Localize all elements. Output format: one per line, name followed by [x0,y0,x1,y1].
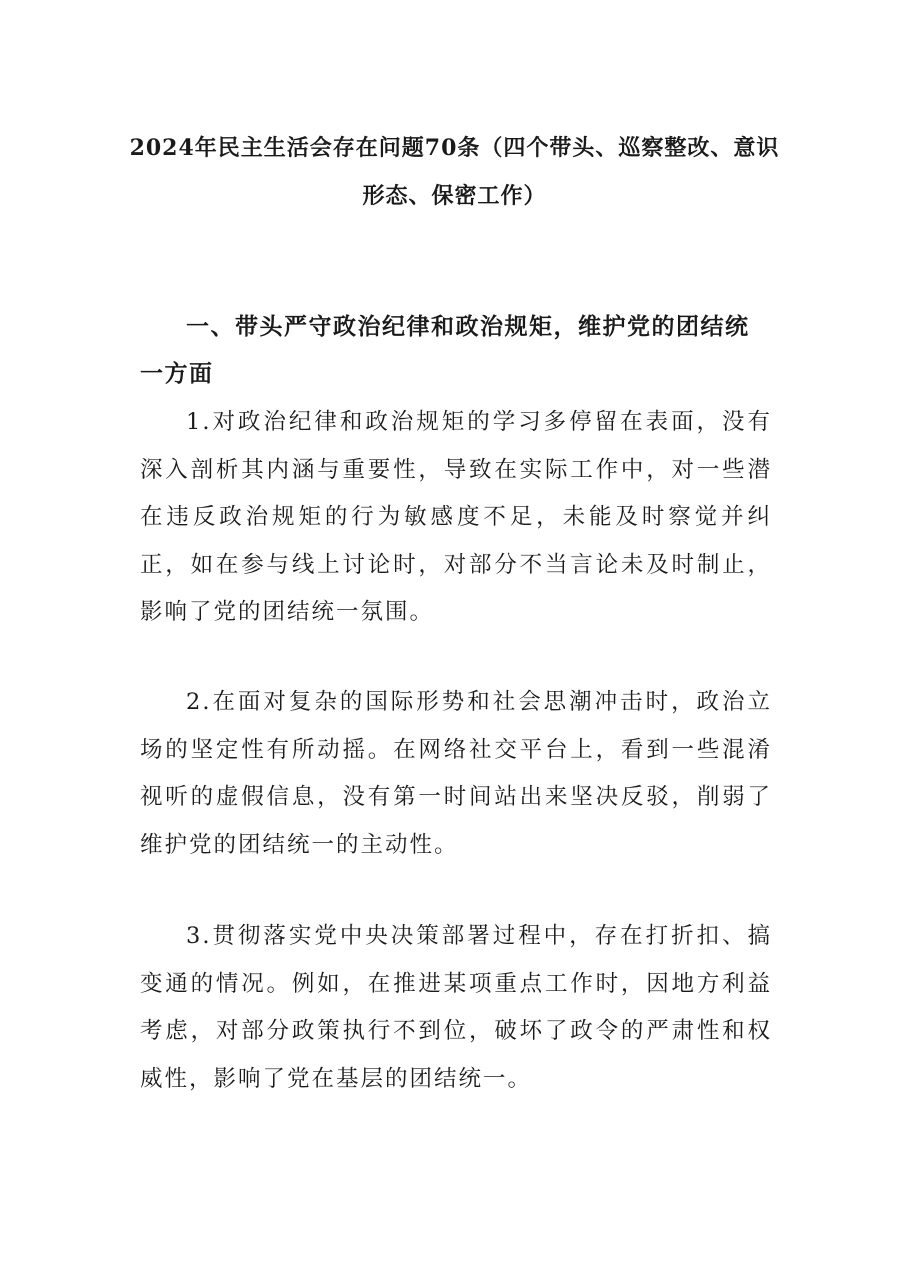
section-heading: 一、带头严守政治纪律和政治规矩，维护党的团结统一方面 [140,313,750,387]
document-title: 2024年民主生活会存在问题70条（四个带头、巡察整改、意识形态、保密工作） [129,135,780,209]
paragraph-2: 2.在面对复杂的国际形势和社会思潮冲击时，政治立场的坚定性有所动摇。在网络社交平台上，看到一些混淆视听的虚假信息，没有第一时间站出来坚决反驳，削弱了维护党的团结统一的主动性。 [140,689,772,858]
paragraph-1: 1.对政治纪律和政治规矩的学习多停留在表面，没有深入剖析其内涵与重要性，导致在实际工作中，对一些潜在违反政治规矩的行为敏感度不足，未能及时察觉并纠正，如在参与线上讨论时，对部分不当言论未及时制止，影响了党的团结统一氛围。 [140,409,772,625]
paragraph-3: 3.贯彻落实党中央决策部署过程中，存在打折扣、搞变通的情况。例如，在推进某项重点工作时，因地方利益考虑，对部分政策执行不到位，破坏了政令的严肃性和权威性，影响了党在基层的团结统一。 [140,923,772,1092]
